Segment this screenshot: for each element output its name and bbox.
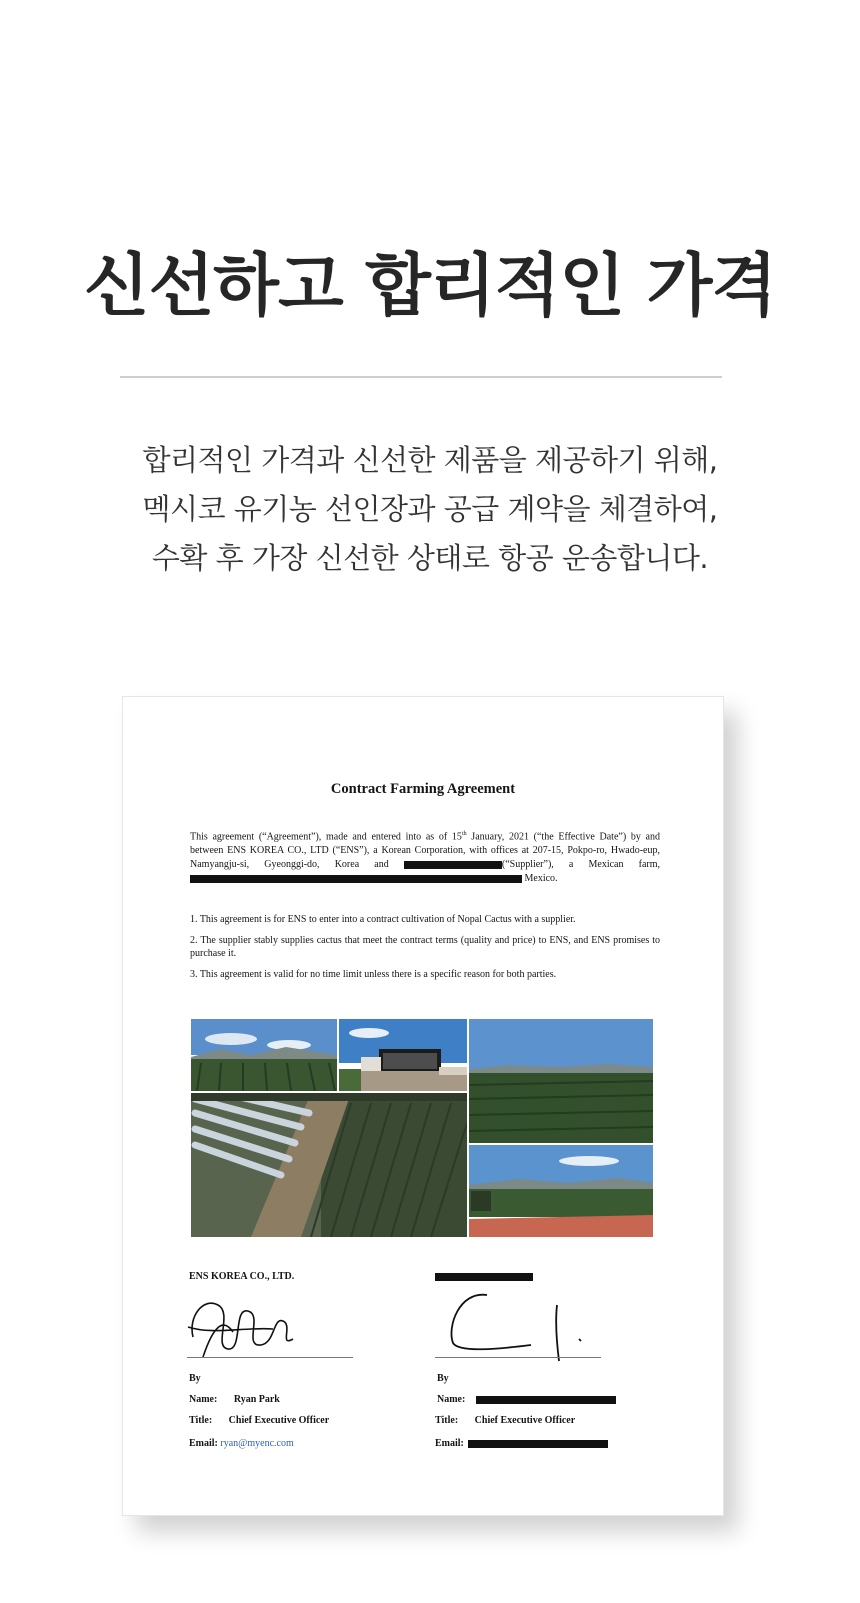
- contract-title: Contract Farming Agreement: [330, 781, 516, 797]
- farm-photo-rooftop: [469, 1145, 653, 1237]
- farm-photo-building: [339, 1019, 467, 1091]
- clause-item: 1. This agreement is for ENS to enter into a contract cultivation of Nopal Cactus with a supplier.: [190, 914, 576, 925]
- name-label: Name:: [189, 1394, 218, 1405]
- by-label-left: By: [189, 1373, 201, 1384]
- name-row-left: [189, 1394, 280, 1405]
- signer-name: Ryan Park: [233, 1394, 280, 1405]
- company-name: ENS KOREA CO., LTD.: [189, 1271, 295, 1282]
- email-link[interactable]: ryan@myenc.com: [220, 1438, 294, 1449]
- signer-title: Chief Executive Officer: [474, 1415, 576, 1426]
- clause-item: 2. The supplier stably supplies cactus that meet the contract terms (quality and price) to ENS, and ENS promises to purchase it.: [190, 935, 660, 959]
- intro-line-2: 멕시코 유기농 선인장과 공급 계약을 체결하여,: [142, 492, 718, 526]
- agreement-paragraph: [190, 827, 660, 886]
- agreement-text-d: Mexico.: [524, 873, 558, 885]
- agreement-text-a: This agreement (“Agreement”), made and entered into as of 15: [190, 831, 462, 843]
- name-label: Name:: [437, 1394, 466, 1405]
- title-label: Title:: [435, 1415, 459, 1426]
- redaction-bar: [476, 1396, 616, 1404]
- redaction-bar: [190, 875, 522, 883]
- redaction-bar: [468, 1440, 608, 1448]
- clause-list: [190, 913, 660, 989]
- agreement-text-c: (“Supplier”), a Mexican farm,: [501, 859, 660, 871]
- name-row-right: [437, 1394, 616, 1405]
- agreement-ordinal: th: [461, 831, 467, 837]
- signature-left: [183, 1287, 303, 1367]
- email-label: Email:: [435, 1438, 464, 1449]
- signature-line-left: [187, 1357, 353, 1358]
- redaction-bar: [404, 861, 502, 869]
- farm-photo-collage: [191, 1019, 653, 1237]
- email-row-left: [189, 1438, 294, 1449]
- intro-line-1: 합리적인 가격과 신선한 제품을 제공하기 위해,: [142, 443, 718, 477]
- title-row-left: [189, 1415, 329, 1426]
- contract-document: [122, 696, 724, 1516]
- signature-line-right: [435, 1357, 601, 1358]
- by-label-right: By: [437, 1373, 449, 1384]
- farm-photo-crops: [469, 1019, 653, 1143]
- email-row-right: [435, 1438, 608, 1449]
- signature-right: [439, 1287, 589, 1367]
- signer-title: Chief Executive Officer: [228, 1415, 330, 1426]
- redaction-bar: [435, 1273, 533, 1281]
- intro-line-3: 수확 후 가장 신선한 상태로 항공 운송합니다.: [151, 541, 709, 575]
- title-divider: [120, 376, 722, 378]
- title-label: Title:: [189, 1415, 213, 1426]
- agreement-text-b: January, 2021 (“the Effective Date”) by and between ENS KOREA CO., LTD (“ENS”), a Korean Corporation, with offices at 207-15, Pokpo-ro, Hwado-eup, Namyangju-si, Gyeonggi-do, Korea and: [190, 831, 660, 871]
- email-label: Email:: [189, 1438, 218, 1449]
- clause-item: 3. This agreement is valid for no time limit unless there is a specific reason for both parties.: [190, 969, 557, 980]
- intro-text: [0, 436, 860, 583]
- farm-photo-field: [191, 1019, 337, 1091]
- farm-photo-aerial: [191, 1093, 467, 1237]
- page-title: 신선하고 합리적인 가격: [83, 247, 777, 326]
- title-row-right: [435, 1415, 575, 1426]
